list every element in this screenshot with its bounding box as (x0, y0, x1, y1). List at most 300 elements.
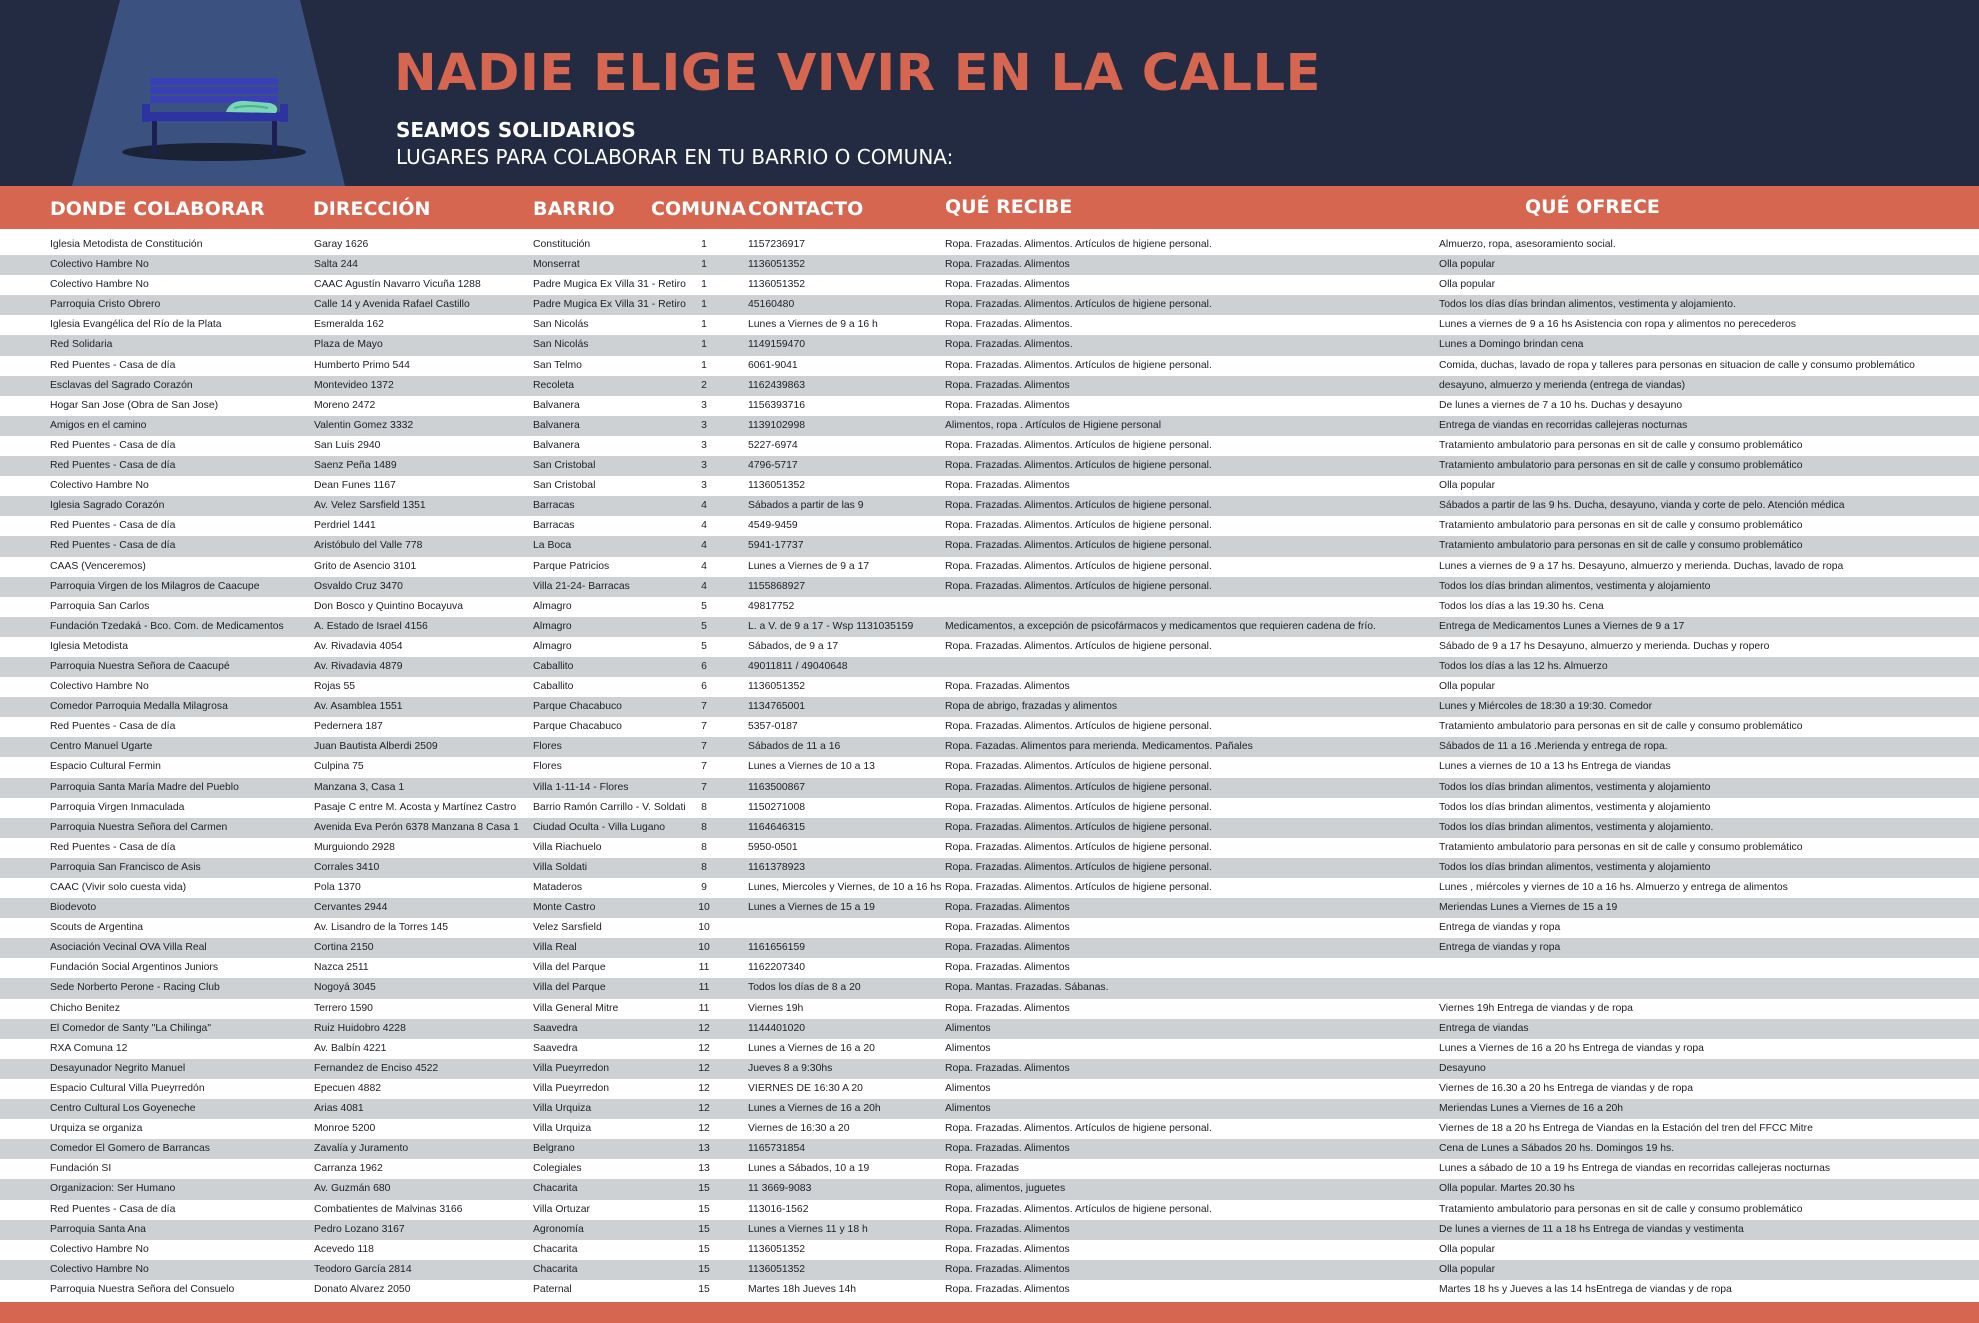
cell-direccion: Humberto Primo 544 (314, 359, 410, 371)
cell-comuna: 1 (701, 279, 707, 291)
cell-comuna: 8 (701, 861, 707, 873)
cell-ofrece: Viernes de 16.30 a 20 hs Entrega de viandas y de ropa (1439, 1082, 1693, 1094)
cell-donde: Parroquia Santa Ana (50, 1223, 146, 1235)
cell-ofrece: Todos los días brindan alimentos, vestimenta y alojamiento (1439, 580, 1711, 592)
cell-comuna: 2 (701, 379, 707, 391)
cell-barrio: Almagro (533, 600, 572, 612)
cell-recibe: Ropa. Frazadas. Alimentos. Artículos de higiene personal. (945, 841, 1212, 853)
table-row (0, 1159, 1979, 1179)
cell-barrio: Barracas (533, 520, 575, 532)
column-header-comuna: COMUNA (651, 198, 747, 220)
cell-ofrece: Entrega de viandas y ropa (1439, 922, 1561, 934)
cell-comuna: 4 (701, 520, 707, 532)
cell-recibe: Ropa. Frazadas. Alimentos. Artículos de higiene personal. (945, 801, 1212, 813)
cell-donde: El Comedor de Santy "La Chilinga" (50, 1022, 212, 1034)
cell-donde: Fundación Tzedaká - Bco. Com. de Medicamentos (50, 620, 284, 632)
footer-bar (0, 1302, 1979, 1323)
cell-barrio: Flores (533, 761, 562, 773)
cell-direccion: Pedro Lozano 3167 (314, 1223, 405, 1235)
cell-direccion: Garay 1626 (314, 239, 369, 250)
cell-barrio: Villa del Parque (533, 962, 606, 974)
cell-contacto: 1161378923 (748, 861, 806, 873)
table-row (0, 938, 1979, 958)
table-row (0, 496, 1979, 516)
cell-recibe: Ropa. Frazadas. Alimentos (945, 962, 1070, 974)
cell-barrio: Balvanera (533, 439, 580, 451)
cell-recibe: Ropa. Frazadas. Alimentos (945, 379, 1070, 391)
table-row (0, 557, 1979, 577)
cell-ofrece: Olla popular (1439, 1263, 1496, 1275)
cell-recibe: Ropa. Frazadas. Alimentos (945, 1143, 1070, 1155)
cell-contacto: Lunes a Viernes de 15 a 19 (748, 902, 875, 914)
cell-contacto: 1155868927 (748, 580, 806, 592)
cell-comuna: 1 (701, 339, 707, 351)
cell-contacto: 49011811 / 49040648 (748, 660, 848, 672)
cell-ofrece: Meriendas Lunes a Viernes de 16 a 20h (1439, 1103, 1624, 1115)
cell-recibe: Ropa. Frazadas. Alimentos. Artículos de higiene personal. (945, 580, 1212, 592)
cell-donde: Parroquia San Francisco de Asis (50, 861, 201, 873)
bench-seat (146, 112, 286, 121)
cell-recibe: Ropa. Frazadas. Alimentos. Artículos de higiene personal. (945, 1203, 1212, 1215)
table-row (0, 798, 1979, 818)
cell-ofrece: Lunes a Viernes de 16 a 20 hs Entrega de viandas y ropa (1439, 1042, 1704, 1054)
cell-donde: Iglesia Evangélica del Río de la Plata (50, 319, 222, 331)
cell-direccion: Teodoro García 2814 (314, 1263, 412, 1275)
cell-direccion: Av. Velez Sarsfield 1351 (314, 500, 426, 512)
cell-contacto: Viernes de 16:30 a 20 (748, 1123, 850, 1135)
cell-donde: Red Puentes - Casa de día (50, 460, 176, 472)
cell-recibe: Ropa. Frazadas. Alimentos (945, 902, 1070, 914)
cell-contacto: 1136051352 (748, 681, 806, 693)
cell-barrio: Villa 1-11-14 - Flores (533, 781, 629, 793)
bench-leg (272, 121, 277, 154)
cell-donde: Espacio Cultural Fermin (50, 761, 161, 773)
cell-contacto: Lunes a Viernes de 10 a 13 (748, 761, 875, 773)
cell-comuna: 5 (701, 620, 707, 632)
cell-direccion: Avenida Eva Perón 6378 Manzana 8 Casa 1 (314, 821, 519, 833)
cell-ofrece: De lunes a viernes de 7 a 10 hs. Duchas y desayuno (1439, 399, 1683, 411)
cell-direccion: San Luis 2940 (314, 439, 381, 451)
cell-ofrece: Lunes a viernes de 9 a 16 hs Asistencia con ropa y alimentos no perecederos (1439, 319, 1796, 331)
cell-direccion: Montevideo 1372 (314, 379, 394, 391)
table-row (0, 918, 1979, 938)
cell-recibe: Ropa. Frazadas. Alimentos. Artículos de higiene personal. (945, 781, 1212, 793)
cell-direccion: Manzana 3, Casa 1 (314, 781, 405, 793)
cell-comuna: 1 (701, 359, 707, 371)
cell-barrio: Saavedra (533, 1022, 578, 1034)
cell-comuna: 15 (698, 1283, 710, 1295)
cell-ofrece: Sábados de 11 a 16 .Merienda y entrega de ropa. (1439, 741, 1668, 753)
cell-direccion: Av. Guzmán 680 (314, 1183, 391, 1195)
cell-comuna: 5 (701, 600, 707, 612)
cell-barrio: Almagro (533, 620, 572, 632)
cell-barrio: Parque Chacabuco (533, 721, 622, 733)
cell-recibe: Alimentos (945, 1022, 991, 1034)
cell-recibe: Ropa. Frazadas. Alimentos. Artículos de higiene personal. (945, 1123, 1212, 1135)
cell-contacto: 1136051352 (748, 1263, 806, 1275)
cell-barrio: Chacarita (533, 1183, 578, 1195)
cell-donde: Iglesia Metodista de Constitución (50, 239, 203, 250)
cell-direccion: A. Estado de Israel 4156 (314, 620, 428, 632)
page-title: NADIE ELIGE VIVIR EN LA CALLE (394, 44, 1321, 103)
cell-donde: Parroquia Nuestra Señora de Caacupé (50, 660, 230, 672)
cell-donde: Parroquia Virgen Inmaculada (50, 801, 185, 813)
table-row (0, 577, 1979, 597)
cell-comuna: 15 (698, 1183, 710, 1195)
cell-recibe: Ropa. Frazadas. Alimentos. Artículos de higiene personal. (945, 861, 1212, 873)
table-row (0, 1179, 1979, 1199)
cell-direccion: Corrales 3410 (314, 861, 380, 873)
cell-comuna: 3 (701, 460, 707, 472)
cell-direccion: Dean Funes 1167 (314, 480, 396, 492)
cell-donde: Espacio Cultural Villa Pueyrredón (50, 1082, 205, 1094)
table-row (0, 838, 1979, 858)
cell-contacto: 1150271008 (748, 801, 806, 813)
cell-contacto: 5227-6974 (748, 439, 798, 451)
cell-recibe: Ropa de abrigo, frazadas y alimentos (945, 701, 1118, 713)
cell-direccion: Epecuen 4882 (314, 1082, 382, 1094)
cell-comuna: 8 (701, 821, 707, 833)
cell-ofrece: Sábados a partir de las 9 hs. Ducha, desayuno, vianda y corte de pelo. Atención médica (1439, 500, 1845, 512)
cell-contacto: Sábados a partir de las 9 (748, 500, 864, 512)
cell-donde: Red Puentes - Casa de día (50, 1203, 176, 1215)
cell-barrio: San Cristobal (533, 460, 596, 472)
cell-comuna: 12 (698, 1103, 710, 1115)
cell-direccion: Calle 14 y Avenida Rafael Castillo (314, 299, 470, 311)
cell-direccion: Cortina 2150 (314, 942, 374, 954)
cell-contacto: 1163500867 (748, 781, 806, 793)
cell-ofrece: Todos los días brindan alimentos, vestimenta y alojamiento (1439, 781, 1711, 793)
cell-direccion: Av. Lisandro de la Torres 145 (314, 922, 449, 934)
cell-barrio: Villa 21-24- Barracas (533, 580, 630, 592)
cell-recibe: Ropa. Frazadas. Alimentos. Artículos de higiene personal. (945, 882, 1212, 893)
cell-ofrece: Olla popular (1439, 681, 1496, 693)
cell-barrio: Villa Urquiza (533, 1123, 592, 1135)
cell-ofrece: Cena de Lunes a Sábados 20 hs. Domingos 19 hs. (1439, 1143, 1675, 1155)
cell-barrio: San Nicolás (533, 339, 589, 351)
cell-ofrece: Tratamiento ambulatorio para personas en sit de calle y consumo problemático (1439, 520, 1803, 532)
cell-comuna: 7 (701, 781, 707, 793)
table-row (0, 255, 1979, 275)
cell-ofrece: Lunes , miércoles y viernes de 10 a 16 hs. Almuerzo y entrega de alimentos (1439, 882, 1788, 893)
cell-recibe: Ropa. Mantas. Frazadas. Sábanas. (945, 982, 1109, 994)
table-row (0, 235, 1979, 255)
cell-barrio: Barracas (533, 500, 575, 512)
cell-donde: Centro Cultural Los Goyeneche (50, 1103, 196, 1115)
cell-donde: Red Solidaria (50, 339, 113, 351)
cell-recibe: Ropa. Frazadas. Alimentos (945, 922, 1070, 934)
cell-contacto: 1136051352 (748, 279, 806, 291)
cell-direccion: Terrero 1590 (314, 1002, 373, 1014)
cell-contacto: 45160480 (748, 299, 795, 311)
cell-contacto: 1156393716 (748, 399, 806, 411)
cell-donde: Comedor Parroquia Medalla Milagrosa (50, 701, 228, 713)
table-row (0, 778, 1979, 798)
cell-comuna: 11 (698, 962, 710, 974)
cell-ofrece: Entrega de viandas y ropa (1439, 942, 1561, 954)
cell-recibe: Ropa. Frazadas. Alimentos. Artículos de higiene personal. (945, 500, 1212, 512)
cell-donde: Esclavas del Sagrado Corazón (50, 379, 193, 391)
cell-recibe: Ropa. Frazadas. Alimentos. (945, 319, 1073, 331)
cell-barrio: Villa General Mitre (533, 1002, 619, 1014)
cell-comuna: 9 (701, 882, 707, 893)
cell-barrio: San Cristobal (533, 480, 596, 492)
page-tagline: LUGARES PARA COLABORAR EN TU BARRIO O COMUNA: (396, 145, 954, 169)
cell-contacto: Lunes, Miercoles y Viernes, de 10 a 16 hs (748, 882, 942, 893)
cell-contacto: 49817752 (748, 600, 795, 612)
cell-direccion: Perdriel 1441 (314, 520, 376, 532)
cell-barrio: Villa Soldati (533, 861, 588, 873)
cell-direccion: Av. Asamblea 1551 (314, 701, 403, 713)
cell-donde: Colectivo Hambre No (50, 1263, 149, 1275)
cell-contacto: 1164646315 (748, 821, 806, 833)
cell-ofrece: Todos los días brindan alimentos, vestimenta y alojamiento (1439, 801, 1711, 813)
cell-comuna: 12 (698, 1042, 710, 1054)
cell-ofrece: Todos los días a las 19.30 hs. Cena (1439, 600, 1604, 612)
cell-contacto: Viernes 19h (748, 1002, 804, 1014)
cell-ofrece: Comida, duchas, lavado de ropa y talleres para personas en situacion de calle y consumo problemático (1439, 359, 1915, 371)
cell-recibe: Alimentos, ropa . Artículos de Higiene personal (945, 419, 1162, 431)
cell-ofrece: Tratamiento ambulatorio para personas en sit de calle y consumo problemático (1439, 721, 1803, 733)
cell-contacto: Lunes a Viernes 11 y 18 h (748, 1223, 868, 1235)
bench-armrest (142, 104, 150, 122)
cell-contacto: 1162207340 (748, 962, 806, 974)
cell-ofrece: De lunes a viernes de 11 a 18 hs Entrega de viandas y vestimenta (1439, 1223, 1744, 1235)
cell-comuna: 4 (701, 580, 707, 592)
table-row (0, 356, 1979, 376)
cell-comuna: 1 (701, 259, 707, 271)
cell-comuna: 1 (701, 299, 707, 311)
bench-leg (152, 121, 157, 154)
table-row (0, 476, 1979, 496)
table-row (0, 1059, 1979, 1079)
table-row (0, 637, 1979, 657)
cell-barrio: Parque Patricios (533, 560, 610, 572)
table-row (0, 416, 1979, 436)
cell-recibe: Ropa. Frazadas. Alimentos. Artículos de higiene personal. (945, 520, 1212, 532)
cell-contacto: Lunes a Sábados, 10 a 19 (748, 1163, 870, 1175)
cell-barrio: La Boca (533, 540, 572, 552)
cell-barrio: Parque Chacabuco (533, 701, 622, 713)
cell-donde: CAAS (Venceremos) (50, 560, 146, 572)
cell-barrio: Villa del Parque (533, 982, 606, 994)
cell-direccion: Saenz Peña 1489 (314, 460, 397, 472)
column-header-direccion: DIRECCIÓN (313, 198, 431, 220)
cell-recibe: Alimentos (945, 1103, 991, 1115)
cell-comuna: 10 (698, 942, 710, 954)
cell-comuna: 11 (698, 982, 710, 994)
cell-donde: Chicho Benitez (50, 1002, 120, 1014)
cell-ofrece: Todos los días brindan alimentos, vestimenta y alojamiento. (1439, 821, 1714, 833)
cell-comuna: 4 (701, 560, 707, 572)
cell-ofrece: Todos los días días brindan alimentos, vestimenta y alojamiento. (1439, 299, 1736, 311)
cell-contacto: 1134765001 (748, 701, 806, 713)
table-row (0, 737, 1979, 757)
cell-recibe: Ropa. Frazadas. Alimentos. Artículos de higiene personal. (945, 460, 1212, 472)
table-row (0, 1119, 1979, 1139)
cell-direccion: Ruiz Huidobro 4228 (314, 1022, 406, 1034)
cell-direccion: Osvaldo Cruz 3470 (314, 580, 403, 592)
cell-barrio: Saavedra (533, 1042, 578, 1054)
cell-donde: Colectivo Hambre No (50, 681, 149, 693)
cell-ofrece: Lunes a sábado de 10 a 19 hs Entrega de viandas en recorridas callejeras nocturnas (1439, 1163, 1831, 1175)
cell-comuna: 3 (701, 439, 707, 451)
cell-ofrece: Tratamiento ambulatorio para personas en sit de calle y consumo problemático (1439, 540, 1803, 552)
table-row (0, 295, 1979, 315)
table-row (0, 898, 1979, 918)
cell-comuna: 12 (698, 1123, 710, 1135)
table-row (0, 275, 1979, 295)
table-row (0, 396, 1979, 416)
cell-recibe: Medicamentos, a excepción de psicofármacos y medicamentos que requieren cadena de frío. (945, 620, 1376, 632)
cell-recibe: Ropa. Frazadas. Alimentos (945, 1263, 1070, 1275)
cell-barrio: Ciudad Oculta - Villa Lugano (533, 821, 666, 833)
cell-barrio: Padre Mugica Ex Villa 31 - Retiro (533, 299, 686, 311)
cell-recibe: Ropa. Fazadas. Alimentos para merienda. Medicamentos. Pañales (945, 741, 1253, 753)
cell-comuna: 8 (701, 841, 707, 853)
cell-recibe: Ropa. Frazadas. Alimentos. Artículos de higiene personal. (945, 359, 1212, 371)
cell-recibe: Ropa. Frazadas. Alimentos (945, 1062, 1070, 1074)
cell-ofrece: Olla popular (1439, 279, 1496, 291)
table-row (0, 617, 1979, 637)
cell-ofrece: Lunes a Domingo brindan cena (1439, 339, 1584, 351)
cell-ofrece: Todos los días a las 12 hs. Almuerzo (1439, 660, 1608, 672)
cell-recibe: Ropa. Frazadas. Alimentos (945, 681, 1070, 693)
cell-barrio: Paternal (533, 1283, 572, 1295)
cell-direccion: Murguiondo 2928 (314, 841, 395, 853)
cell-comuna: 1 (701, 319, 707, 331)
cell-barrio: Colegiales (533, 1163, 582, 1175)
cell-barrio: Constitución (533, 239, 591, 250)
table-row (0, 536, 1979, 556)
column-header-recibe: QUÉ RECIBE (945, 196, 1073, 218)
cell-comuna: 10 (698, 922, 710, 934)
cell-direccion: Culpina 75 (314, 761, 364, 773)
cell-ofrece: desayuno, almuerzo y merienda (entrega de viandas) (1439, 379, 1686, 391)
table-row (0, 1220, 1979, 1240)
cell-barrio: Villa Riachuelo (533, 841, 602, 853)
cell-direccion: Combatientes de Malvinas 3166 (314, 1203, 463, 1215)
cell-donde: Amigos en el camino (50, 419, 147, 431)
cell-donde: Parroquia Virgen de los Milagros de Caacupe (50, 580, 260, 592)
cell-direccion: Nogoyá 3045 (314, 982, 376, 994)
cell-direccion: Pedernera 187 (314, 721, 383, 733)
cell-contacto: 5357-0187 (748, 721, 798, 733)
cell-ofrece: Entrega de viandas (1439, 1022, 1529, 1034)
cell-comuna: 11 (698, 1002, 710, 1014)
table-row (0, 818, 1979, 838)
cell-contacto: 6061-9041 (748, 359, 798, 371)
cell-ofrece: Lunes y Miércoles de 18:30 a 19:30. Comedor (1439, 701, 1653, 713)
cell-donde: Parroquia Nuestra Señora del Consuelo (50, 1283, 235, 1295)
cell-comuna: 13 (698, 1143, 710, 1155)
cell-contacto: 1162439863 (748, 379, 806, 391)
cell-donde: Hogar San Jose (Obra de San Jose) (50, 399, 219, 411)
cell-contacto: 113016-1562 (748, 1203, 809, 1215)
cell-recibe: Ropa. Frazadas. Alimentos. Artículos de higiene personal. (945, 821, 1212, 833)
cell-direccion: Pola 1370 (314, 882, 361, 893)
table-header (0, 186, 1979, 229)
cell-recibe: Ropa. Frazadas. Alimentos. Artículos de higiene personal. (945, 560, 1212, 572)
table-row (0, 335, 1979, 355)
cell-direccion: Rojas 55 (314, 681, 356, 693)
cell-donde: Colectivo Hambre No (50, 1243, 149, 1255)
cell-barrio: Villa Urquiza (533, 1103, 592, 1115)
cell-contacto: 1136051352 (748, 259, 806, 271)
cell-ofrece: Lunes a viernes de 10 a 13 hs Entrega de viandas (1439, 761, 1671, 773)
cell-ofrece: Entrega de viandas en recorridas callejeras nocturnas (1439, 419, 1688, 431)
cell-direccion: Monroe 5200 (314, 1123, 376, 1135)
cell-contacto: Sábados de 11 a 16 (748, 741, 841, 753)
cell-donde: Comedor El Gomero de Barrancas (50, 1143, 210, 1155)
cell-recibe: Alimentos (945, 1042, 991, 1054)
table-row (0, 978, 1979, 998)
column-header-donde: DONDE COLABORAR (50, 198, 265, 220)
cell-contacto: 1157236917 (748, 239, 806, 250)
cell-comuna: 3 (701, 480, 707, 492)
cell-contacto: 1136051352 (748, 1243, 806, 1255)
cell-barrio: Monte Castro (533, 902, 596, 914)
cell-comuna: 6 (701, 681, 707, 693)
cell-contacto: L. a V. de 9 a 17 - Wsp 1131035159 (748, 620, 914, 632)
cell-contacto: Lunes a Viernes de 16 a 20 (748, 1042, 875, 1054)
cell-ofrece: Almuerzo, ropa, asesoramiento social. (1439, 239, 1616, 250)
cell-ofrece: Tratamiento ambulatorio para personas en sit de calle y consumo problemático (1439, 439, 1803, 451)
cell-barrio: Agronomía (533, 1223, 584, 1235)
cell-contacto: Lunes a Viernes de 9 a 16 h (748, 319, 878, 331)
cell-direccion: Plaza de Mayo (314, 339, 383, 351)
cell-ofrece: Olla popular (1439, 480, 1496, 492)
cell-barrio: Padre Mugica Ex Villa 31 - Retiro (533, 279, 686, 291)
cell-comuna: 8 (701, 801, 707, 813)
cell-donde: Parroquia Santa María Madre del Pueblo (50, 781, 239, 793)
cell-barrio: Belgrano (533, 1143, 575, 1155)
cell-contacto: 1144401020 (748, 1022, 806, 1034)
cell-contacto: Todos los días de 8 a 20 (748, 982, 861, 994)
cell-donde: Sede Norberto Perone - Racing Club (50, 982, 220, 994)
cell-donde: Desayunador Negrito Manuel (50, 1062, 186, 1074)
cell-barrio: Flores (533, 741, 562, 753)
cell-donde: Red Puentes - Casa de día (50, 439, 176, 451)
cell-barrio: Chacarita (533, 1243, 578, 1255)
cell-recibe: Ropa. Frazadas. Alimentos (945, 480, 1070, 492)
cell-donde: Fundación SI (50, 1163, 112, 1175)
cell-contacto: Lunes a Viernes de 16 a 20h (748, 1103, 881, 1115)
table-row (0, 1019, 1979, 1039)
cell-donde: Parroquia San Carlos (50, 600, 150, 612)
cell-direccion: Esmeralda 162 (314, 319, 384, 331)
cell-barrio: Balvanera (533, 399, 580, 411)
table-row (0, 456, 1979, 476)
cell-contacto: 11 3669-9083 (748, 1183, 812, 1195)
cell-direccion: Av. Balbín 4221 (314, 1042, 387, 1054)
cell-contacto: 1136051352 (748, 480, 806, 492)
cell-barrio: Monserrat (533, 259, 580, 271)
cell-direccion: Salta 244 (314, 259, 358, 271)
table-row (0, 1260, 1979, 1280)
cell-ofrece: Sábado de 9 a 17 hs Desayuno, almuerzo y merienda. Duchas y ropero (1439, 640, 1770, 652)
table-row (0, 597, 1979, 617)
bench-slat (150, 96, 278, 103)
cell-contacto: 1139102998 (748, 419, 806, 431)
cell-donde: Colectivo Hambre No (50, 279, 149, 291)
table-row (0, 697, 1979, 717)
cell-donde: Colectivo Hambre No (50, 480, 149, 492)
cell-barrio: Chacarita (533, 1263, 578, 1275)
cell-recibe: Ropa. Frazadas. Alimentos. Artículos de higiene personal. (945, 721, 1212, 733)
cell-donde: Red Puentes - Casa de día (50, 721, 176, 733)
table-row (0, 999, 1979, 1019)
